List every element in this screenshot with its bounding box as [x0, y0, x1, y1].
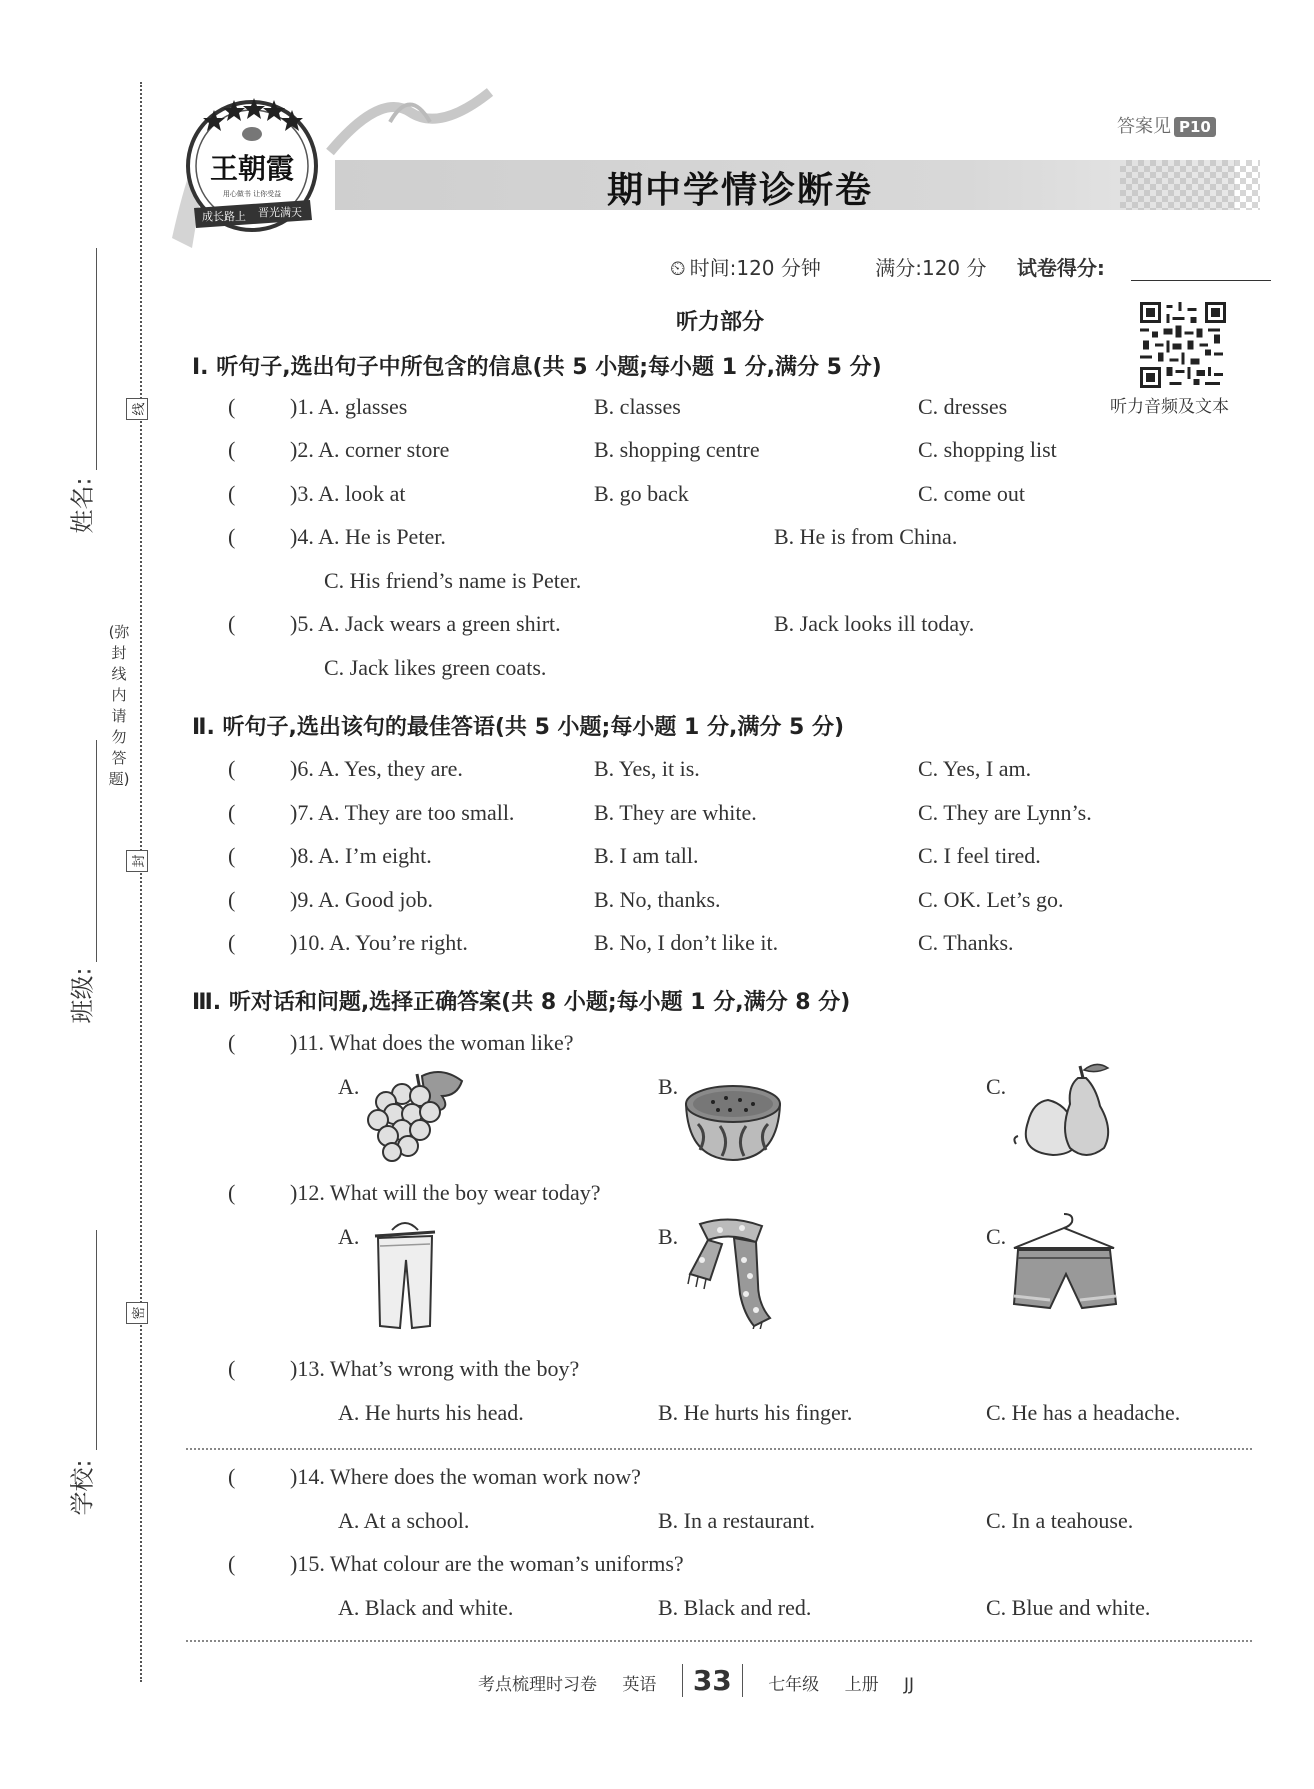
- answer-ref-label: 答案见: [1117, 116, 1171, 137]
- answer-paren[interactable]: (: [228, 930, 236, 955]
- score-label: 试卷得分:: [1016, 256, 1105, 280]
- q11-label-a: A.: [338, 1074, 360, 1099]
- answer-paren[interactable]: (: [228, 611, 236, 636]
- class-field-line[interactable]: [96, 740, 97, 962]
- q8-option-a: )8. A. I’m eight.: [290, 843, 432, 868]
- footer-edition: JJ: [904, 1675, 915, 1695]
- answer-paren[interactable]: (: [228, 756, 236, 781]
- school-label: 学校:: [68, 1459, 97, 1516]
- scarf-icon[interactable]: [680, 1214, 780, 1329]
- section-1-heading: Ⅰ. 听句子,选出句子中所包含的信息(共 5 小题;每小题 1 分,满分 5 分): [192, 355, 882, 380]
- name-field-line[interactable]: [96, 248, 97, 470]
- checker-decoration: [1120, 160, 1260, 210]
- answer-paren[interactable]: (: [228, 887, 236, 912]
- q6-option-a: )6. A. Yes, they are.: [290, 756, 463, 781]
- q5-option-c: C. Jack likes green coats.: [324, 655, 547, 680]
- q12-label-b: B.: [658, 1224, 679, 1249]
- q12-label-a: A.: [338, 1224, 360, 1249]
- q15-option-c: C. Blue and white.: [986, 1595, 1151, 1620]
- q1-option-b: B. classes: [594, 394, 681, 419]
- q11-label-b: B.: [658, 1074, 679, 1099]
- q15-question: )15. What colour are the woman’s uniforms?: [290, 1551, 684, 1576]
- q13-option-c: C. He has a headache.: [986, 1400, 1181, 1425]
- q5-option-b: B. Jack looks ill today.: [774, 611, 975, 636]
- score-blank[interactable]: [1131, 261, 1271, 281]
- q3-option-b: B. go back: [594, 481, 689, 506]
- clock-icon: ⏲: [670, 256, 686, 280]
- q10-option-a: )10. A. You’re right.: [290, 930, 468, 955]
- q10-option-c: C. Thanks.: [918, 930, 1014, 955]
- ribbon-decoration: [320, 82, 500, 162]
- exam-meta: [670, 252, 1295, 281]
- logo-slogan-1: 成长路上: [202, 210, 246, 223]
- school-field-line[interactable]: [96, 1230, 97, 1450]
- q11-label-c: C.: [986, 1074, 1007, 1099]
- q15-option-b: B. Black and red.: [658, 1595, 812, 1620]
- q3-option-c: C. come out: [918, 481, 1025, 506]
- class-label: 班级:: [68, 967, 97, 1024]
- q13-option-a: A. He hurts his head.: [338, 1400, 524, 1425]
- trousers-icon[interactable]: [360, 1216, 450, 1331]
- answer-paren[interactable]: (: [228, 437, 236, 462]
- pears-icon[interactable]: [1008, 1060, 1118, 1160]
- q14-option-a: A. At a school.: [338, 1508, 470, 1533]
- q14-question: )14. Where does the woman work now?: [290, 1464, 641, 1489]
- qr-caption: 听力音频及文本: [1110, 397, 1229, 417]
- footer-divider: [186, 1640, 1252, 1642]
- answer-paren[interactable]: (: [228, 1180, 236, 1205]
- qr-code-icon[interactable]: [1140, 302, 1226, 388]
- q15-option-a: A. Black and white.: [338, 1595, 514, 1620]
- answer-paren[interactable]: (: [228, 1464, 236, 1489]
- answer-paren[interactable]: (: [228, 1551, 236, 1576]
- seal-note: (弥封线内请勿答题): [108, 623, 130, 788]
- q4-option-b: B. He is from China.: [774, 524, 958, 549]
- logo-name: 王朝霞: [209, 152, 295, 185]
- answer-page-tag: P10: [1174, 117, 1216, 137]
- q8-option-b: B. I am tall.: [594, 843, 699, 868]
- page-footer: [478, 1664, 934, 1697]
- answer-paren[interactable]: (: [228, 1030, 236, 1055]
- q10-option-b: B. No, I don’t like it.: [594, 930, 779, 955]
- section-2-heading: Ⅱ. 听句子,选出该句的最佳答语(共 5 小题;每小题 1 分,满分 5 分): [192, 715, 845, 740]
- q6-option-b: B. Yes, it is.: [594, 756, 700, 781]
- part-title: 听力部分: [675, 310, 764, 335]
- shorts-icon[interactable]: [1004, 1212, 1124, 1327]
- q4-option-a: )4. A. He is Peter.: [290, 524, 446, 549]
- watermelon-icon[interactable]: [678, 1064, 788, 1164]
- q12-label-c: C.: [986, 1224, 1007, 1249]
- q7-option-b: B. They are white.: [594, 800, 757, 825]
- q13-question: )13. What’s wrong with the boy?: [290, 1356, 580, 1381]
- q6-option-c: C. Yes, I am.: [918, 756, 1032, 781]
- answer-paren[interactable]: (: [228, 800, 236, 825]
- logo-small-text: 用心做书 让你受益: [222, 190, 282, 198]
- q7-option-a: )7. A. They are too small.: [290, 800, 515, 825]
- q9-option-c: C. OK. Let’s go.: [918, 887, 1064, 912]
- q4-option-c: C. His friend’s name is Peter.: [324, 568, 582, 593]
- q11-question: )11. What does the woman like?: [290, 1030, 574, 1055]
- q9-option-a: )9. A. Good job.: [290, 887, 433, 912]
- grapes-icon[interactable]: [362, 1066, 472, 1166]
- q1-option-c: C. dresses: [918, 394, 1008, 419]
- full-score-info: 满分:120 分: [875, 256, 987, 280]
- logo-slogan-2: 晋光满天: [258, 206, 302, 219]
- q2-option-c: C. shopping list: [918, 437, 1057, 462]
- publisher-logo: [172, 88, 332, 248]
- binding-box-tight: 密: [126, 1302, 148, 1324]
- footer-grade: 七年级: [768, 1675, 820, 1695]
- name-label: 姓名:: [68, 477, 97, 534]
- binding-box-seal: 封: [126, 850, 148, 872]
- answer-paren[interactable]: (: [228, 394, 236, 419]
- footer-series: 考点梳理时习卷: [478, 1675, 597, 1695]
- footer-subject: 英语: [622, 1675, 657, 1695]
- q8-option-c: C. I feel tired.: [918, 843, 1041, 868]
- binding-dotted-line: [140, 82, 142, 1682]
- q14-option-b: B. In a restaurant.: [658, 1508, 815, 1533]
- page-title: 期中学情诊断卷: [606, 170, 873, 211]
- binding-box-line: 线: [126, 398, 148, 420]
- answer-paren[interactable]: (: [228, 1356, 236, 1381]
- answer-paren[interactable]: (: [228, 481, 236, 506]
- q3-option-a: )3. A. look at: [290, 481, 406, 506]
- q5-option-a: )5. A. Jack wears a green shirt.: [290, 611, 561, 636]
- q2-option-a: )2. A. corner store: [290, 437, 450, 462]
- time-info: ⏲ 时间:120 分钟: [670, 256, 821, 280]
- answer-reference: [1117, 112, 1216, 138]
- section-3-heading: Ⅲ. 听对话和问题,选择正确答案(共 8 小题;每小题 1 分,满分 8 分): [192, 990, 851, 1015]
- answer-paren[interactable]: (: [228, 843, 236, 868]
- q12-question: )12. What will the boy wear today?: [290, 1180, 601, 1205]
- section-divider: [186, 1448, 1252, 1450]
- q9-option-b: B. No, thanks.: [594, 887, 721, 912]
- q7-option-c: C. They are Lynn’s.: [918, 800, 1092, 825]
- answer-paren[interactable]: (: [228, 524, 236, 549]
- footer-volume: 上册: [844, 1675, 879, 1695]
- page-number: 33: [682, 1664, 743, 1697]
- q14-option-c: C. In a teahouse.: [986, 1508, 1134, 1533]
- q2-option-b: B. shopping centre: [594, 437, 760, 462]
- q1-option-a: )1. A. glasses: [290, 394, 408, 419]
- q13-option-b: B. He hurts his finger.: [658, 1400, 853, 1425]
